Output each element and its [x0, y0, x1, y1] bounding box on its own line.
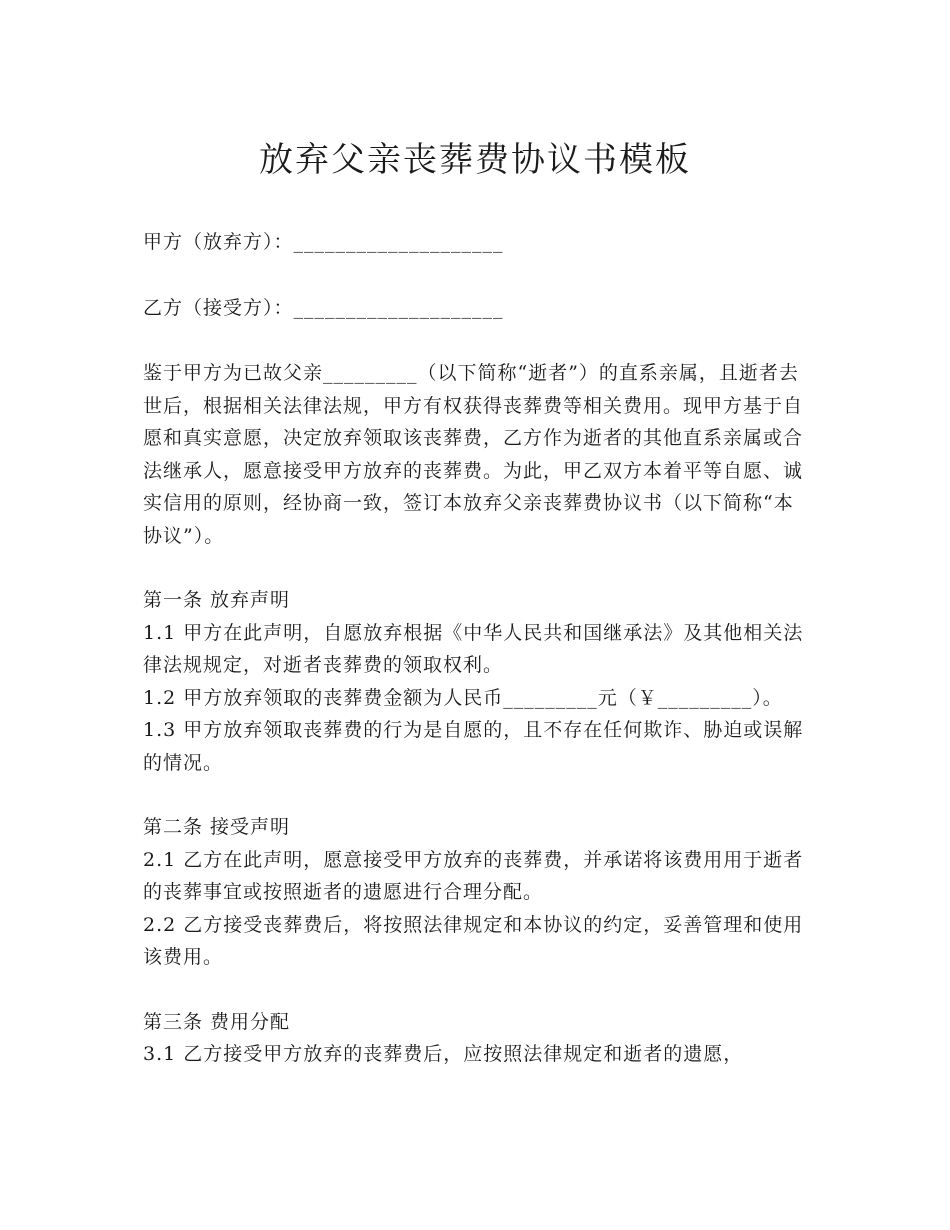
section-heading: 第二条 接受声明: [143, 816, 291, 838]
section-2: [143, 811, 809, 974]
section-heading: 第三条 费用分配: [143, 1010, 291, 1033]
clause-2-2: 2.2 乙方接受丧葬费后，将按照法律规定和本协议的约定，妥善管理和使用该费用。: [143, 913, 804, 968]
clause-2-1: 2.1 乙方在此声明，愿意接受甲方放弃的丧葬费，并承诺将该费用用于逝者的丧葬事宜或按照逝者的遗愿进行合理分配。: [143, 848, 804, 903]
preamble-paragraph: 鉴于甲方为已故父亲_________（以下简称“逝者”）的直系亲属，且逝者去世后，根据相关法律法规，甲方有权获得丧葬费等相关费用。现甲方基于自愿和真实意愿，决定放弃领取该丧葬费，乙方作为逝者的其他直系亲属或合法继承人，愿意接受甲方放弃的丧葬费。为此，甲乙双方本着平等自愿、诚实信用的原则，经协商一致，签订本放弃父亲丧葬费协议书（以下简称“本协议”）。: [143, 362, 804, 547]
section-heading: 第一条 放弃声明: [143, 589, 291, 611]
party-a-line: 甲方（放弃方）：____________________: [143, 231, 504, 253]
clause-3-1: 3.1 乙方接受甲方放弃的丧葬费后，应按照法律规定和逝者的遗愿，: [143, 1043, 744, 1065]
party-b-line: 乙方（接受方）：____________________: [143, 296, 504, 319]
document-body: [143, 226, 809, 1071]
section-3: [143, 1006, 809, 1071]
clause-1-1: 1.1 甲方在此声明，自愿放弃根据《中华人民共和国继承法》及其他相关法律法规规定，对逝者丧葬费的领取权利。: [143, 621, 804, 676]
section-1: [143, 584, 809, 779]
clause-1-3: 1.3 甲方放弃领取丧葬费的行为是自愿的，且不存在任何欺诈、胁迫或误解的情况。: [143, 719, 804, 774]
document-title: 放弃父亲丧葬费协议书模板: [259, 140, 691, 180]
clause-1-2: 1.2 甲方放弃领取的丧葬费金额为人民币_________元（￥_________）。: [143, 686, 783, 709]
